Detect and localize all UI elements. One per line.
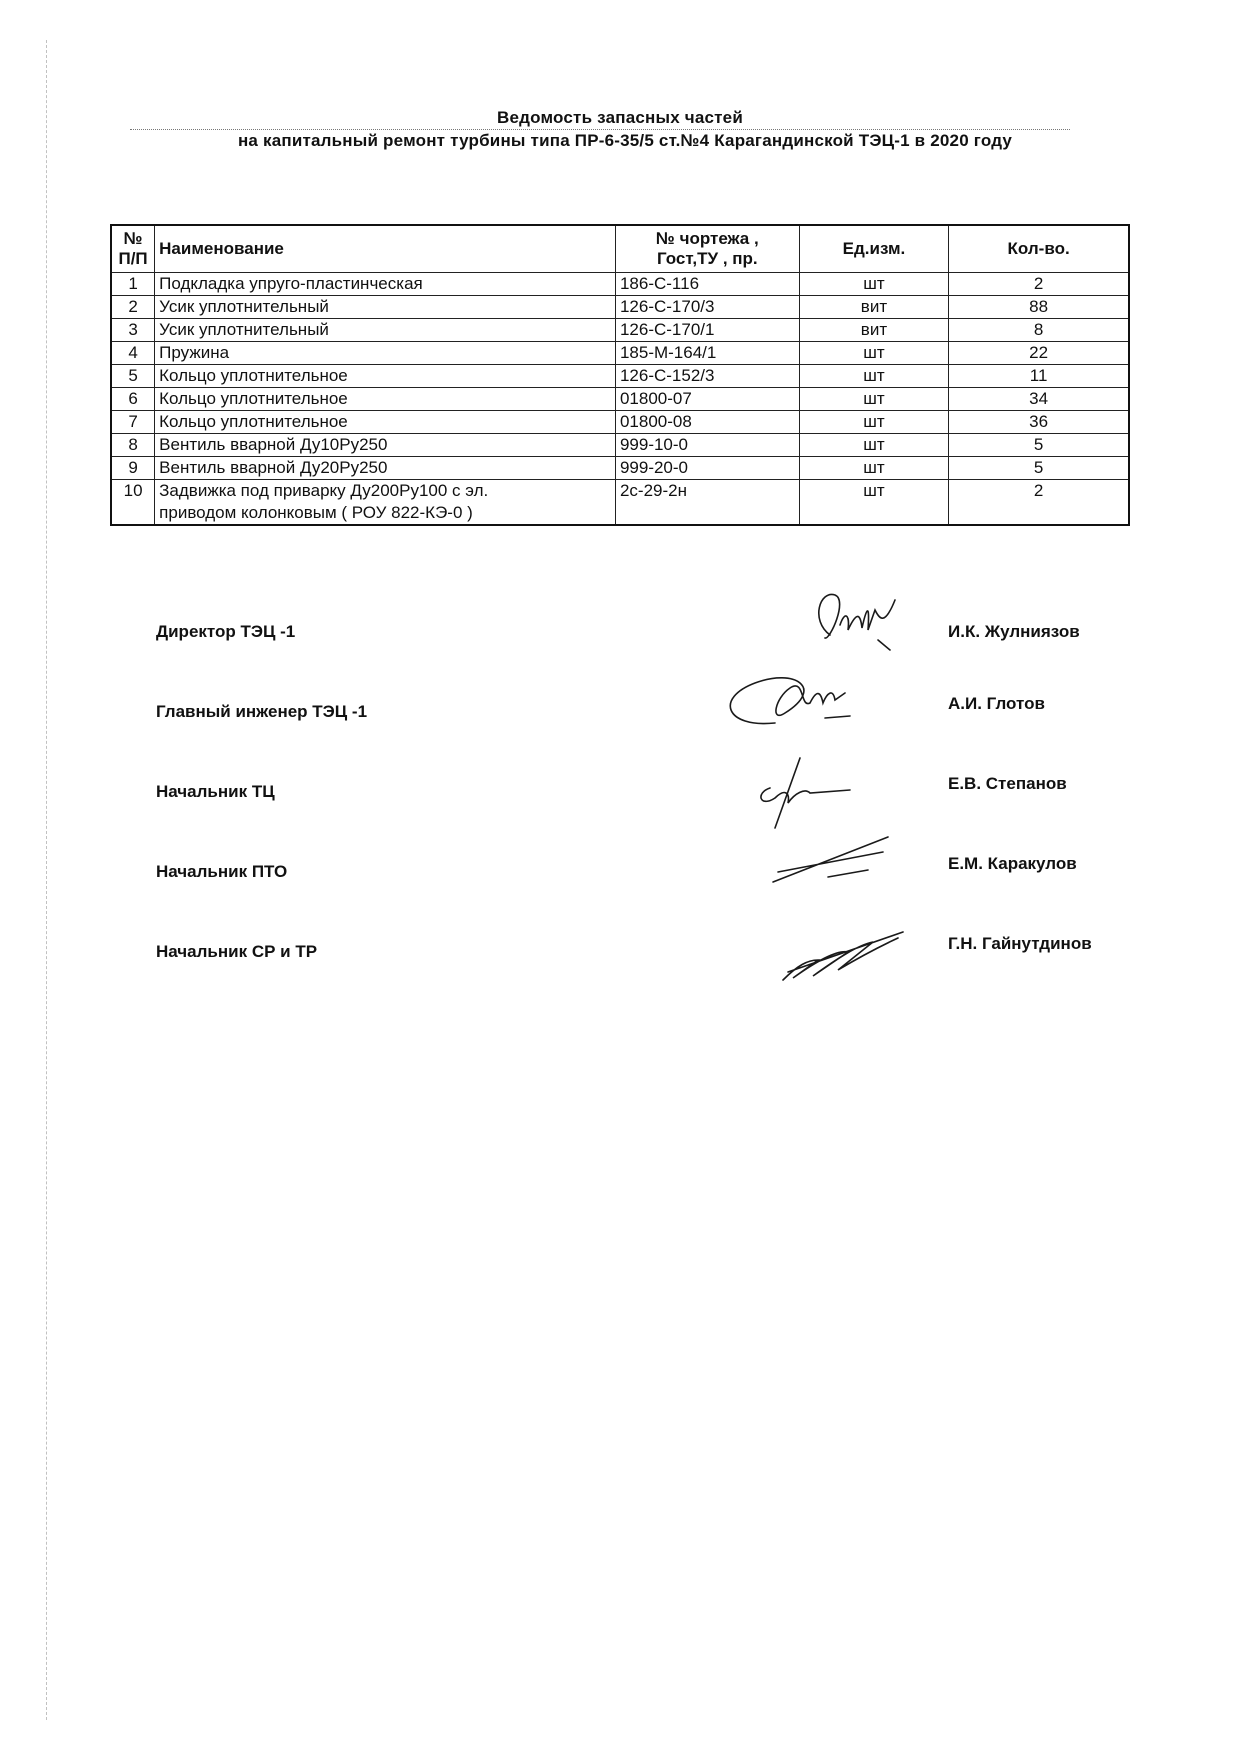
row-num: 8 <box>111 434 155 457</box>
table-row <box>111 480 1129 526</box>
signer-name: Г.Н. Гайнутдинов <box>948 934 1092 953</box>
row-num: 1 <box>111 273 155 296</box>
row-name: Кольцо уплотнительное <box>155 388 616 411</box>
row-qty: 2 <box>949 273 1129 296</box>
row-unit: шт <box>799 434 949 457</box>
table-row <box>111 273 1129 296</box>
row-drawing: 01800-08 <box>615 411 799 434</box>
spare-parts-table <box>110 224 1130 526</box>
col-header-name: Наименование <box>155 225 616 273</box>
row-num: 3 <box>111 319 155 342</box>
row-name: Усик уплотнительный <box>155 319 616 342</box>
row-unit: шт <box>799 480 949 526</box>
row-name-line2: приводом колонковым ( РОУ 822-КЭ-0 ) <box>159 503 473 522</box>
row-drawing: 2с-29-2н <box>615 480 799 526</box>
row-name: Кольцо уплотнительное <box>155 411 616 434</box>
document-subtitle: на капитальный ремонт турбины типа ПР-6-35/5 ст.№4 Карагандинской ТЭЦ-1 в 2020 году <box>237 131 1013 150</box>
table-row <box>111 457 1129 480</box>
row-drawing: 186-С-116 <box>615 273 799 296</box>
row-qty: 36 <box>949 411 1129 434</box>
handwritten-signature <box>800 580 910 660</box>
signer-name: А.И. Глотов <box>948 694 1045 713</box>
row-num: 2 <box>111 296 155 319</box>
row-qty: 8 <box>949 319 1129 342</box>
row-name: Кольцо уплотнительное <box>155 365 616 388</box>
row-qty: 34 <box>949 388 1129 411</box>
row-qty: 5 <box>949 434 1129 457</box>
signature-row-director <box>0 622 1240 662</box>
row-num: 6 <box>111 388 155 411</box>
row-drawing: 126-С-170/3 <box>615 296 799 319</box>
table-row <box>111 296 1129 319</box>
col-header-drawing-line1: № чортежа , <box>655 229 759 248</box>
row-name-line1: Задвижка под приварку Ду200Ру100 с эл. <box>159 481 489 500</box>
signer-title: Начальник ПТО <box>156 862 288 881</box>
row-qty: 22 <box>949 342 1129 365</box>
table-row <box>111 365 1129 388</box>
signature-row-tc-head <box>0 774 1240 822</box>
col-header-qty: Кол-во. <box>949 225 1129 273</box>
row-num: 7 <box>111 411 155 434</box>
row-num: 9 <box>111 457 155 480</box>
handwritten-signature <box>715 668 875 738</box>
title-dotted-rule <box>130 129 1070 130</box>
row-unit: шт <box>799 457 949 480</box>
col-header-drawing <box>615 225 799 273</box>
col-header-num: № П/П <box>111 225 155 273</box>
col-header-drawing-line2: Гост,ТУ , пр. <box>656 249 758 268</box>
row-name <box>155 480 616 526</box>
row-unit: шт <box>799 365 949 388</box>
table-row <box>111 388 1129 411</box>
row-name: Подкладка упруго-пластинческая <box>155 273 616 296</box>
table-row <box>111 411 1129 434</box>
handwritten-signature <box>750 748 860 833</box>
row-num: 4 <box>111 342 155 365</box>
signature-row-chief-engineer <box>0 694 1240 742</box>
signer-name: Е.В. Степанов <box>948 774 1067 793</box>
table-row <box>111 434 1129 457</box>
row-drawing: 999-20-0 <box>615 457 799 480</box>
table-row <box>111 342 1129 365</box>
row-qty: 5 <box>949 457 1129 480</box>
signer-title: Директор ТЭЦ -1 <box>156 622 296 641</box>
signature-row-sr-tr-head <box>0 934 1240 982</box>
row-num: 5 <box>111 365 155 388</box>
table-header-row <box>111 225 1129 273</box>
col-header-unit: Ед.изм. <box>799 225 949 273</box>
table-row <box>111 319 1129 342</box>
row-unit: шт <box>799 388 949 411</box>
row-drawing: 185-М-164/1 <box>615 342 799 365</box>
row-drawing: 999-10-0 <box>615 434 799 457</box>
row-name: Пружина <box>155 342 616 365</box>
row-drawing: 126-С-152/3 <box>615 365 799 388</box>
row-name: Вентиль вварной Ду20Ру250 <box>155 457 616 480</box>
row-num: 10 <box>111 480 155 526</box>
row-name: Вентиль вварной Ду10Ру250 <box>155 434 616 457</box>
row-unit: вит <box>799 296 949 319</box>
row-drawing: 126-С-170/1 <box>615 319 799 342</box>
signer-title: Начальник СР и ТР <box>156 942 318 961</box>
row-qty: 2 <box>949 480 1129 526</box>
signer-name: И.К. Жулниязов <box>948 622 1080 641</box>
handwritten-signature <box>778 920 918 990</box>
row-unit: шт <box>799 273 949 296</box>
signature-row-pto-head <box>0 854 1240 902</box>
row-qty: 88 <box>949 296 1129 319</box>
row-unit: вит <box>799 319 949 342</box>
row-drawing: 01800-07 <box>615 388 799 411</box>
row-unit: шт <box>799 411 949 434</box>
signer-title: Главный инженер ТЭЦ -1 <box>156 702 368 721</box>
document-title: Ведомость запасных частей <box>497 108 743 127</box>
signer-name: Е.М. Каракулов <box>948 854 1077 873</box>
row-name: Усик уплотнительный <box>155 296 616 319</box>
signer-title: Начальник ТЦ <box>156 782 275 801</box>
handwritten-signature <box>768 832 898 892</box>
row-unit: шт <box>799 342 949 365</box>
row-qty: 11 <box>949 365 1129 388</box>
